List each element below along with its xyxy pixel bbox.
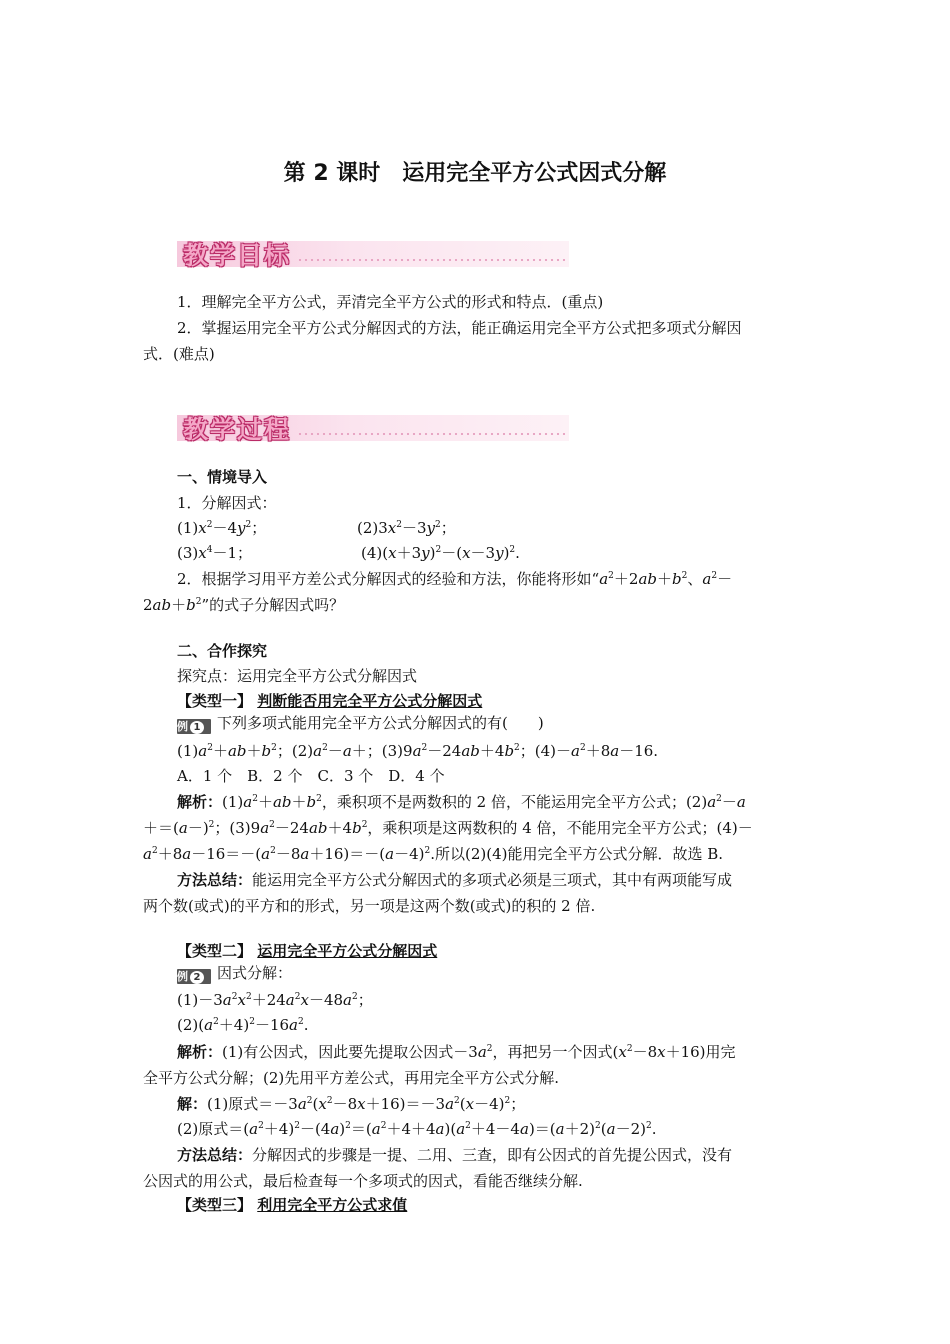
example-1-items: $(1)a^2+ab+b^2$；$(2)a^2-a+$；$(3)9a^2-24ab+4b^2$；$(4)-a^2+8a-16$. [177,742,659,760]
type-3-bracket: 【类型三】 [177,1196,253,1214]
example-1-options: A．1 个 B．2 个 C．3 个 D．4 个 [177,767,445,785]
summary-2-line2: 公因式的用公式，最后检查每一个多项式的因式，看能否继续分解. [143,1172,583,1190]
example-2-badge: 例 2 [177,969,211,984]
math-1-2: $(2)3x^2-3y^2$； [357,519,456,537]
type-2-bracket: 【类型二】 [177,942,253,960]
example-1-text: 下列多项式能用完全平方公式分解因式的有( ) [217,714,544,732]
analysis-2-line1: 解析：(1)有公因式，因此要先提取公因式$-3a^2$，再把另一个因式$(x^2-8x+16)$用完 [177,1043,736,1061]
objective-1: 1．理解完全平方公式，弄清完全平方公式的形式和特点．(重点) [177,293,604,311]
type-3-title: 利用完全平方公式求值 [257,1196,408,1214]
process-banner-label: 教学过程 [183,415,292,444]
type-1-title: 判断能否用完全平方公式分解因式 [257,692,483,710]
summary-1-line2: 两个数(或式)的平方和的形式，另一项是这两个数(或式)的积的 2 倍. [143,897,596,915]
analysis-1-line2: $+=(a-)^2$；$(3)9a^2-24ab+4b^2$，乘积项是这两数积的 4 倍，不能用完全平方公式；(4)－ [143,819,753,837]
page-title: 第 2 课时 运用完全平方公式因式分解 [283,161,667,186]
math-1-1: $(1)x^2-4y^2$； [177,519,267,537]
analysis-1-line3: $a^2+8a-16=-(a^2-8a+16)=-(a-4)^2$.所以(2)(4)能用完全平方公式分解．故选 B. [143,845,724,863]
example-2-text: 因式分解： [217,964,293,982]
example-2-item-2: $(2)(a^2+4)^2-16a^2$. [177,1016,309,1034]
example-1 [177,714,544,734]
summary-1-label: 方法总结： [177,871,253,889]
objectives-banner-label: 教学目标 [183,241,292,270]
question-2-line1: 2．根据学习用平方差公式分解因式的经验和方法，你能将形如“$a^2+2ab+b^2$、$a^2-$ [177,570,733,588]
summary-1-line1: 方法总结：能运用完全平方公式分解因式的多项式必须是三项式，其中有两项能写成 [177,871,733,889]
analysis-1-label: 解析： [177,793,223,811]
example-2-item-1: $(1)-3a^2x^2+24a^2x-48a^2$； [177,991,373,1009]
question-2-line2: $2ab+b^2$”的式子分解因式吗？ [143,596,345,614]
example-1-badge: 例 1 [177,719,211,734]
objectives-banner [177,236,569,272]
example-2 [177,964,292,984]
section-1-heading: 一、情境导入 [177,468,268,486]
type-2-title: 运用完全平方公式分解因式 [257,942,438,960]
banner-dots [297,259,565,261]
type-1-bracket: 【类型一】 [177,692,253,710]
explore-point: 探究点：运用完全平方公式分解因式 [177,667,418,685]
analysis-2-line2: 全平方公式分解；(2)先用平方差公式，再用完全平方公式分解. [143,1069,560,1087]
type-3-heading [177,1196,407,1214]
solution-2-line1: 解：(1)原式$=-3a^2(x^2-8x+16)=-3a^2(x-4)^2$； [177,1095,526,1113]
section-2-heading: 二、合作探究 [177,642,268,660]
solution-2-label: 解： [177,1095,208,1113]
objective-2-line1: 2．掌握运用完全平方公式分解因式的方法，能正确运用完全平方公式把多项式分解因 [177,319,742,337]
objective-2-line2: 式．(难点) [143,345,215,363]
math-1-4: $(4)(x+3y)^2-(x-3y)^2$. [361,544,520,562]
solution-2-line2: (2)原式$=(a^2+4)^2-(4a)^2=(a^2+4+4a)(a^2+4-4a)=(a+2)^2(a-2)^2$. [177,1120,657,1138]
summary-2-label: 方法总结： [177,1146,253,1164]
type-1-heading [177,692,482,710]
math-1-3: $(3)x^4-1$； [177,544,252,562]
type-2-heading [177,942,437,960]
banner-dots [297,433,565,435]
question-1: 1．分解因式： [177,494,277,512]
summary-2-line1: 方法总结：分解因式的步骤是一提、二用、三查，即有公因式的首先提公因式，没有 [177,1146,733,1164]
analysis-2-label: 解析： [177,1043,223,1061]
process-banner [177,410,569,446]
analysis-1-line1: 解析：$(1)a^2+ab+b^2$，乘积项不是两数积的 2 倍，不能运用完全平方公式；$(2)a^2-a$ [177,793,746,811]
